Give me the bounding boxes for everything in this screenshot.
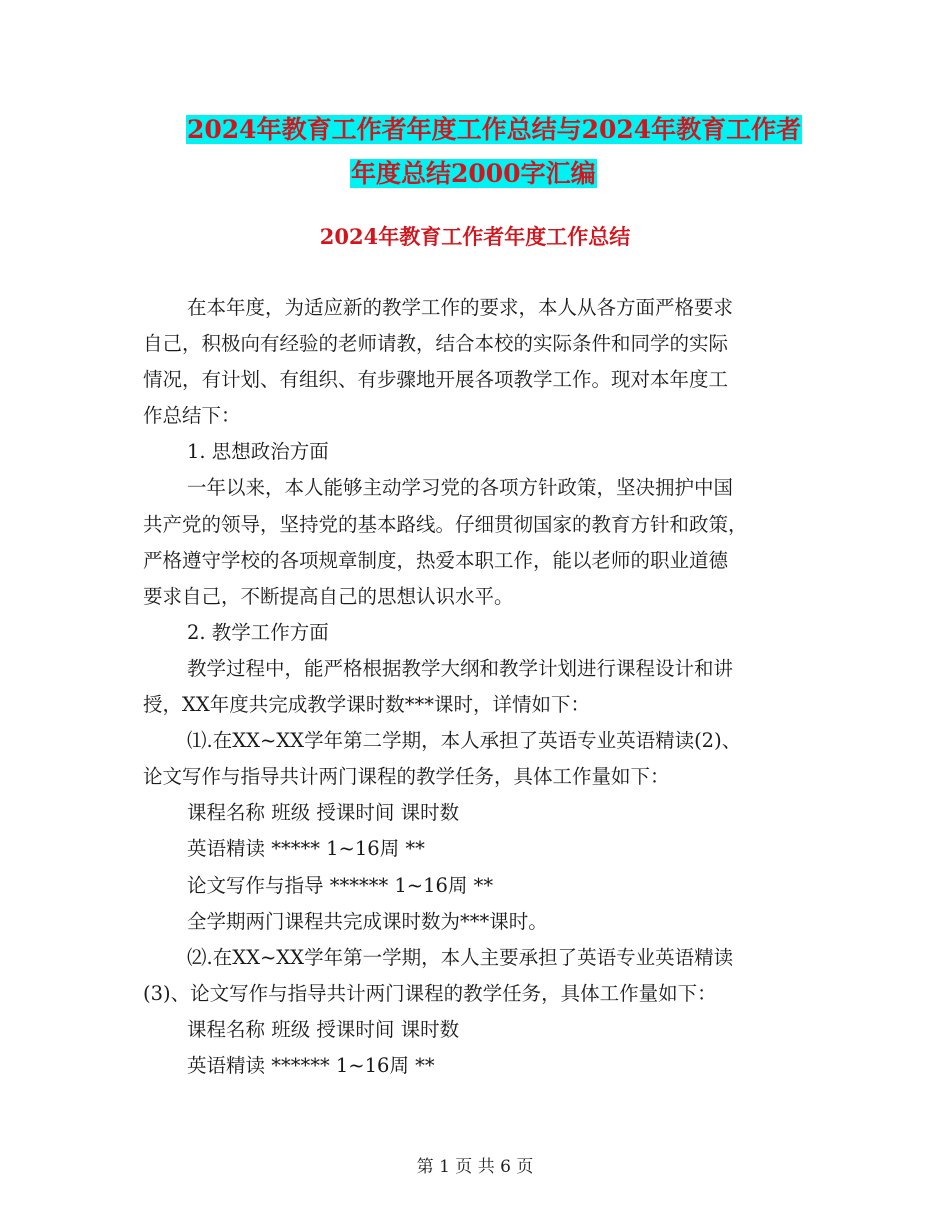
body-line: 论文写作与指导共计两门课程的教学任务，具体工作量如下： bbox=[143, 765, 670, 789]
body-line: 共产党的领导，坚持党的基本路线。仔细贯彻国家的教育方针和政策， bbox=[143, 512, 748, 536]
workload-table-row: 英语精读 ****** 1~16周 ** bbox=[187, 1053, 435, 1077]
body-line: 作总结下： bbox=[143, 404, 241, 428]
body-line: 严格遵守学校的各项规章制度，热爱本职工作，能以老师的职业道德 bbox=[143, 548, 729, 572]
section-item-heading: 1. 思想政治方面 bbox=[187, 440, 329, 464]
workload-table-row: 英语精读 ***** 1~16周 ** bbox=[187, 837, 425, 861]
title-highlight: 年度总结2000字汇编 bbox=[351, 159, 596, 188]
body-line: ⑴.在XX~XX学年第二学期，本人承担了英语专业英语精读(2)、 bbox=[187, 729, 742, 753]
body-line: 授，XX年度共完成教学课时数***课时，详情如下： bbox=[143, 693, 591, 717]
title-highlight: 2024年教育工作者年度工作总结与2024年教育工作者 bbox=[187, 115, 802, 144]
workload-table-header: 课程名称 班级 授课时间 课时数 bbox=[187, 801, 460, 825]
body-line: 全学期两门课程共完成课时数为***课时。 bbox=[187, 909, 548, 933]
body-line: 自己，积极向有经验的老师请教，结合本校的实际条件和同学的实际 bbox=[143, 332, 729, 356]
body-line: 教学过程中，能严格根据教学大纲和教学计划进行课程设计和讲 bbox=[187, 656, 734, 680]
body-line: ⑵.在XX~XX学年第一学期，本人主要承担了英语专业英语精读 bbox=[187, 945, 734, 969]
section-heading-text: 2024年教育工作者年度工作总结 bbox=[319, 224, 631, 249]
body-line: 要求自己，不断提高自己的思想认识水平。 bbox=[143, 584, 514, 608]
workload-table-header: 课程名称 班级 授课时间 课时数 bbox=[187, 1017, 460, 1041]
body-line: 情况，有计划、有组织、有步骤地开展各项教学工作。现对本年度工 bbox=[143, 368, 729, 392]
page-number-footer: 第 1 页 共 6 页 bbox=[416, 1157, 534, 1177]
section-heading bbox=[0, 222, 950, 252]
body-line: 一年以来，本人能够主动学习党的各项方针政策，坚决拥护中国 bbox=[187, 476, 734, 500]
body-text bbox=[143, 290, 748, 1084]
section-item-heading: 2. 教学工作方面 bbox=[187, 620, 329, 644]
document-title-line-1 bbox=[186, 113, 802, 147]
document-title-line-2 bbox=[350, 157, 597, 191]
workload-table-row: 论文写作与指导 ****** 1~16周 ** bbox=[187, 873, 494, 897]
body-line: (3)、论文写作与指导共计两门课程的教学任务，具体工作量如下： bbox=[143, 981, 717, 1005]
body-line: 在本年度，为适应新的教学工作的要求，本人从各方面严格要求 bbox=[187, 296, 734, 319]
